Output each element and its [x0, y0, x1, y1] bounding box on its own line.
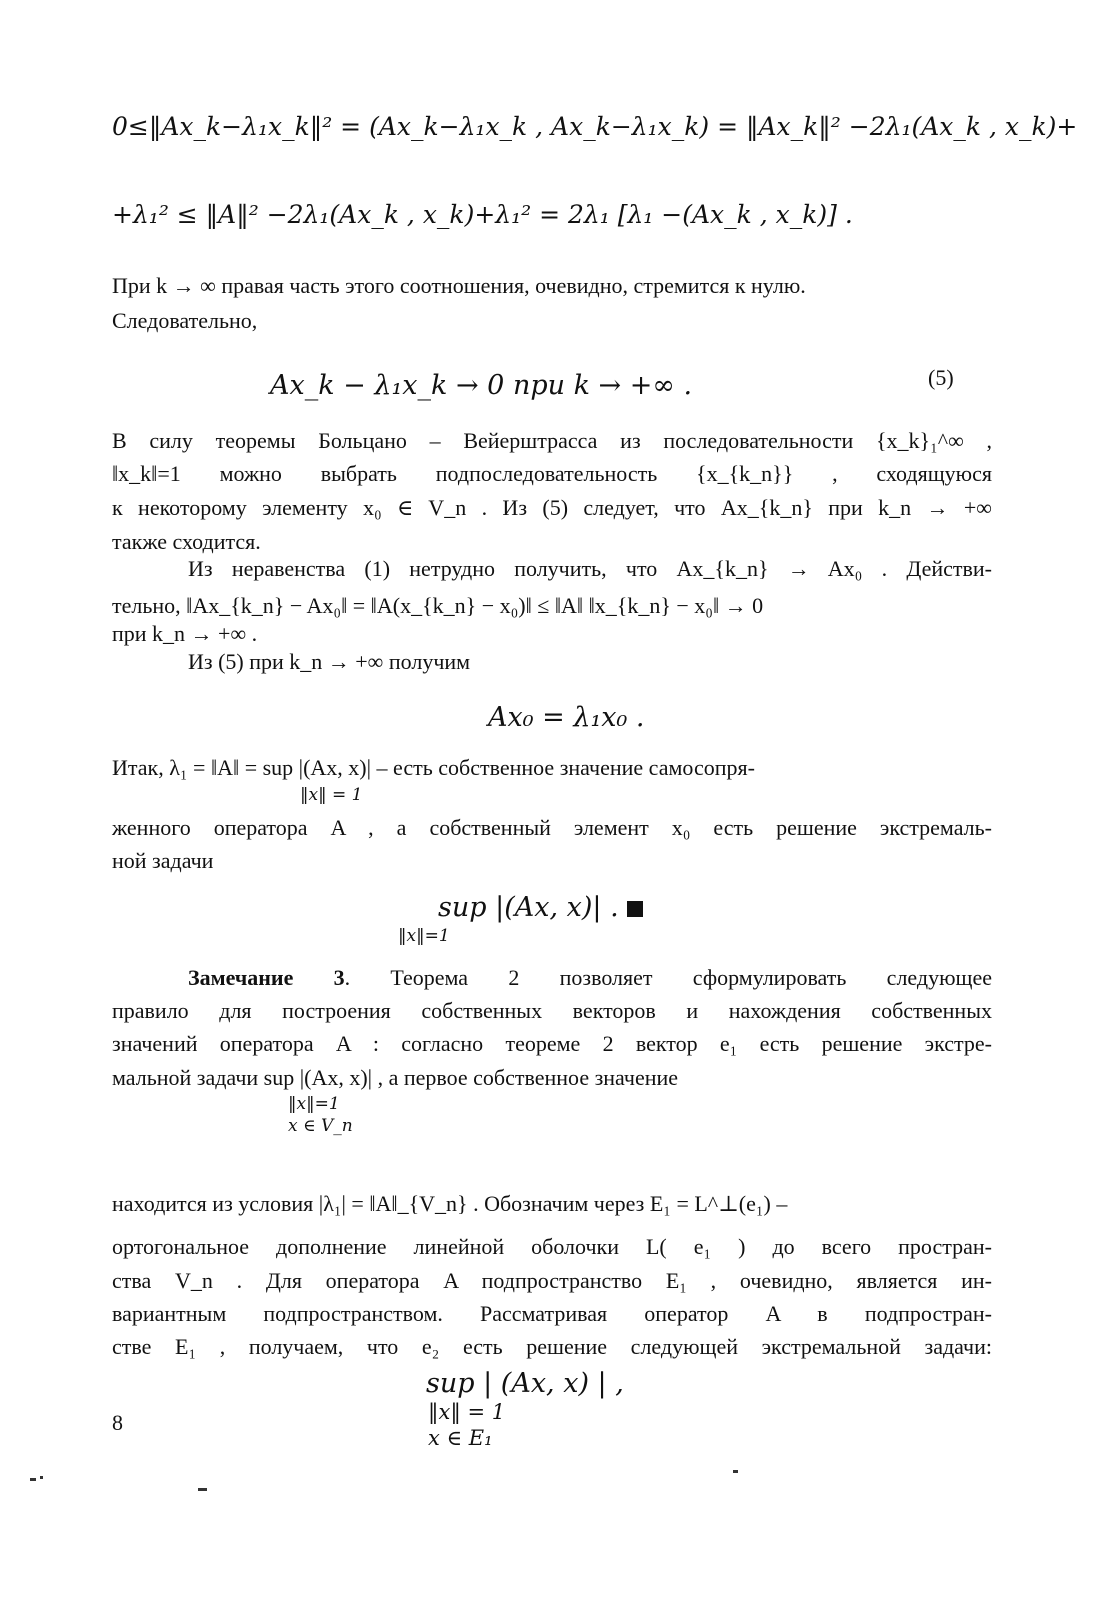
paragraph-line: ства V_n . Для оператора A подпространство E₁ , очевидно, является ин- — [112, 1268, 992, 1293]
equation-top-line-2: +λ₁² ≤ ‖A‖² −2λ₁(Ax_k , x_k)+λ₁² = 2λ₁ [λ₁ −(Ax_k , x_k)] . — [112, 200, 853, 229]
equation-sup-2: sup | (Ax, x) | , — [426, 1368, 624, 1399]
scan-speck — [30, 1478, 36, 1481]
equation-5: Ax_k − λ₁x_k → 0 при k → +∞ . — [270, 370, 693, 401]
scan-speck — [198, 1488, 207, 1491]
end-of-proof-square — [627, 901, 643, 917]
equation-sup-1 — [438, 892, 643, 923]
sup-subscript: ‖x‖=1 — [398, 926, 450, 946]
paragraph-line: ‖x_k‖=1 можно выбрать подпоследовательность {x_{k_n}} , сходящуюся — [112, 461, 992, 486]
paragraph-line: находится из условия |λ₁| = ‖A‖_{V_n} . Обозначим через E₁ = L^⊥(e₁) – — [112, 1191, 788, 1216]
paragraph-line: женного оператора A , а собственный элемент x₀ есть решение экстремаль- — [112, 815, 992, 840]
sup-subscript: x ∈ E₁ — [428, 1426, 493, 1450]
remark-line — [188, 962, 992, 994]
paragraph-line: В силу теоремы Больцано – Вейерштрасса из последовательности {x_k}₁^∞ , — [112, 428, 992, 453]
sup-subscript: ‖x‖=1 — [288, 1094, 340, 1114]
sup-subscript: ‖x‖ = 1 — [428, 1400, 506, 1424]
paragraph-line: Итак, λ₁ = ‖A‖ = sup |(Ax, x)| – есть собственное значение самосопря- — [112, 755, 755, 780]
paragraph-line: к некоторому элементу x₀ ∈ V_n . Из (5) следует, что Ax_{k_n} при k_n → +∞ — [112, 495, 992, 520]
equation-ax0: Ax₀ = λ₁x₀ . — [488, 702, 645, 733]
paragraph-line: стве E₁ , получаем, что e₂ есть решение следующей экстремальной задачи: — [112, 1334, 992, 1359]
paragraph-line: вариантным подпространством. Рассматривая оператор A в подпростран- — [112, 1301, 992, 1326]
remark-label: Замечание 3 — [188, 965, 345, 990]
equation-top-line-1: 0≤‖Ax_k−λ₁x_k‖² = (Ax_k−λ₁x_k , Ax_k−λ₁x_k) = ‖Ax_k‖² −2λ₁(Ax_k , x_k)+ — [112, 112, 1078, 141]
paragraph-line: при k_n → +∞ . — [112, 621, 258, 646]
paragraph-line: правило для построения собственных векторов и нахождения собственных — [112, 998, 992, 1023]
sup-subscript: x ∈ V_n — [288, 1116, 353, 1136]
paragraph-line: также сходится. — [112, 529, 261, 554]
paragraph-line: мальной задачи sup |(Ax, x)| , а первое собственное значение — [112, 1065, 679, 1090]
scan-speck — [40, 1476, 43, 1479]
paragraph-line: Следовательно, — [112, 308, 258, 333]
paragraph-line: Из неравенства (1) нетрудно получить, что Ax_{k_n} → Ax₀ . Действи- — [188, 556, 992, 581]
equation-number-5: (5) — [928, 365, 954, 390]
paragraph-line: При k → ∞ правая часть этого соотношения, очевидно, стремится к нулю. — [112, 273, 806, 298]
paragraph-line: ортогональное дополнение линейной оболочки L( e₁ ) до всего простран- — [112, 1234, 992, 1259]
sup-subscript: ‖x‖ = 1 — [300, 785, 363, 805]
paragraph-line: тельно, ‖Ax_{k_n} − Ax₀‖ = ‖A(x_{k_n} − x₀)‖ ≤ ‖A‖ ‖x_{k_n} − x₀‖ → 0 — [112, 593, 764, 618]
remark-text: . Теорема 2 позволяет сформулировать следующее — [344, 965, 992, 990]
paragraph-line: ной задачи — [112, 848, 214, 873]
page-number: 8 — [112, 1410, 123, 1435]
paragraph-line: значений оператора A : согласно теореме 2 вектор e₁ есть решение экстре- — [112, 1031, 992, 1056]
paragraph-line: Из (5) при k_n → +∞ получим — [188, 649, 471, 674]
equation-sup-1-text: sup |(Ax, x)| . — [438, 892, 619, 923]
scan-speck — [733, 1470, 738, 1473]
